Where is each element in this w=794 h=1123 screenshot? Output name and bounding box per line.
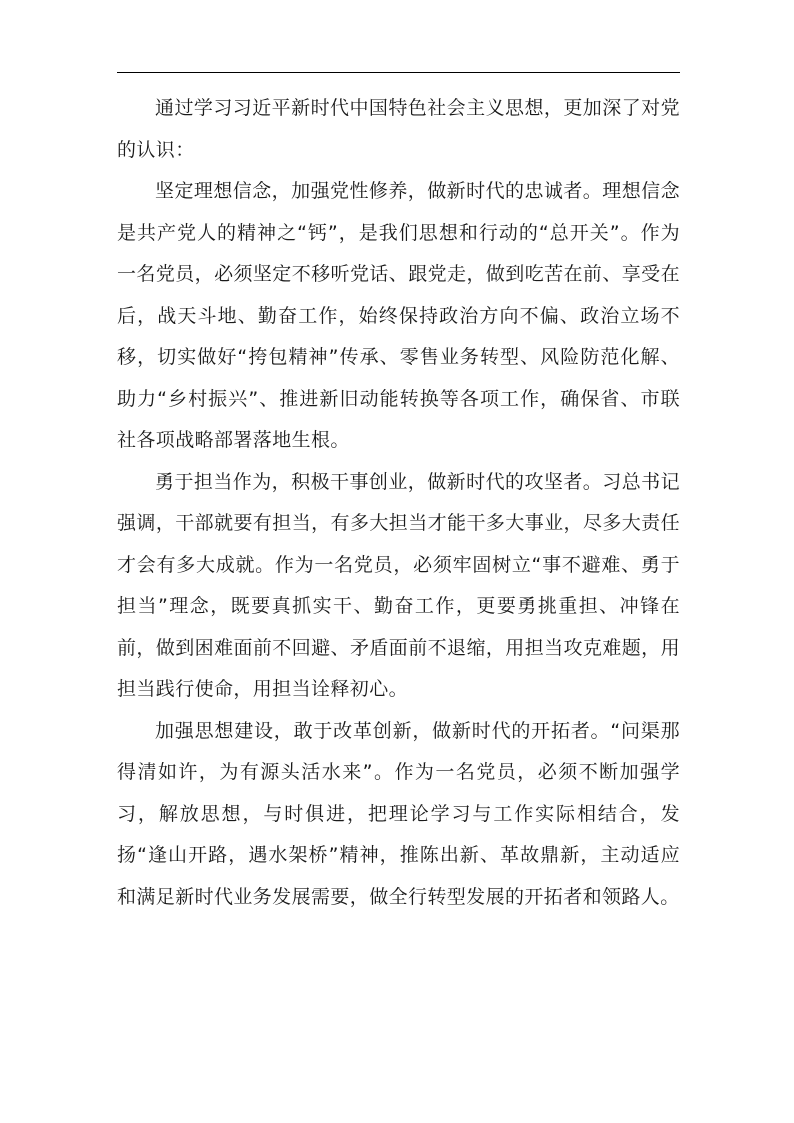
paragraph-ideals-and-beliefs: 坚定理想信念，加强党性修养，做新时代的忠诚者。理想信念是共产党人的精神之“钙”，是我们思想和行动的“总开关”。作为一名党员，必须坚定不移听党话、跟党走，做到吃苦在前、享受在后，战天斗地、勤奋工作，始终保持政治方向不偏、政治立场不移，切实做好“挎包精神”传承、零售业务转型、风险防范化解、助力“乡村振兴”、推进新旧动能转换等各项工作，确保省、市联社各项战略部署落地生根。 (117, 180, 680, 451)
paragraph-innovation: 加强思想建设，敢于改革创新，做新时代的开拓者。“问渠那得清如许，为有源头活水来”。作为一名党员，必须不断加强学习，解放思想，与时俱进，把理论学习与工作实际相结合，发扬“逢山开路，遇水架桥”精神，推陈出新、革故鼎新，主动适应和满足新时代业务发展需要，做全行转型发展的开拓者和领路人。 (117, 719, 680, 908)
paragraph-responsibility: 勇于担当作为，积极干事创业，做新时代的攻坚者。习总书记强调，干部就要有担当，有多大担当才能干多大事业，尽多大责任才会有多大成就。作为一名党员，必须牢固树立“事不避难、勇于担当”理念，既要真抓实干、勤奋工作，更要勇挑重担、冲锋在前，做到困难面前不回避、矛盾面前不退缩，用担当攻克难题，用担当践行使命，用担当诠释初心。 (117, 470, 680, 700)
header-rule (117, 72, 680, 73)
paragraph-intro: 通过学习习近平新时代中国特色社会主义思想，更加深了对党的认识： (117, 97, 680, 161)
document-body (117, 88, 680, 918)
